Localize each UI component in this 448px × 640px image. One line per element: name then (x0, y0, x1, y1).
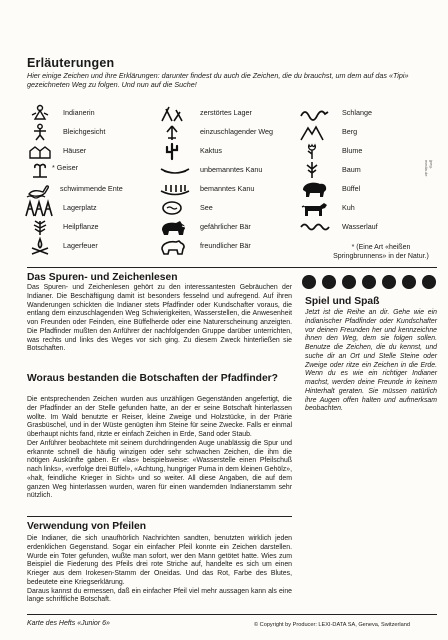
section-divider (27, 267, 437, 268)
see-icon (160, 199, 184, 217)
botschaften-paragraph-1: Die entsprechenden Zeichen wurden aus unzähligen Gegenständen angefertigt, die der Pfadfinder an der Stelle gefunden hatte, an der er seine Botschaft hinterlassen wollte. Im Wald benutzte er Reiser, kleine Zweige und Holzstücke, in der Prärie Grasbüschel, und in der Wüste genügten ihm Steine für seine Zwecke. Falls er einmal überhaupt nichts fand, ritzte er einfach Zeichen in Erde, Sand oder Staub. (27, 396, 292, 438)
geiser-icon (28, 161, 52, 179)
legend-label: Baum (342, 165, 361, 174)
haeuser-icon (28, 142, 52, 160)
legend-label: freundlicher Bär (200, 241, 251, 250)
footer-card-title: Karte des Hefts «Junior 6» (27, 620, 110, 627)
spuren-paragraph: Das Spuren- und Zeichenlesen gehört zu den interessantesten Gebräuchen der Indianer. Die Beschäftigung damit ist besonders fesselnd und aufregend. Auf ihren Wanderungen schickten die Indianer stets Pfadfinder oder Kundschafter voraus, die entlang dem einzuschlagenden Weg Schwierigkeiten, Wasserstellen, die Anwesenheit von Freunden oder Feinden, eine Büffelherde oder eine Naturerscheinung anzeigten. Die Pfadfinder mußten den Anführer der nachfolgenden Gruppe darüber unterrichten, was rechts und links des Weges vor sich ging. Zu diesem Zweck hinterließen sie Botschaften. (27, 284, 292, 353)
legend-item (0, 108, 150, 127)
legend-label: einzuschlagender Weg (200, 127, 273, 136)
legend-label: Kaktus (200, 146, 222, 155)
legend-label: Häuser (63, 146, 87, 155)
legend-label: Bleichgesicht (63, 127, 106, 136)
legend-label: Büffel (342, 184, 361, 193)
pfeile-title: Verwendung von Pfeilen (27, 521, 147, 532)
indianerin-icon (28, 104, 52, 122)
kuh-icon (300, 199, 330, 217)
baer-freundlich-icon (160, 237, 188, 255)
legend-label: Blume (342, 146, 363, 155)
legend-label: Lagerfeuer (63, 241, 98, 250)
dot (382, 275, 396, 289)
legend-item (160, 241, 310, 260)
legend-item (0, 241, 150, 260)
footer-divider (27, 614, 437, 615)
legend-label: * Geiser (52, 163, 78, 172)
dot (322, 275, 336, 289)
legend-label: Wasserlauf (342, 222, 378, 231)
baum-icon (300, 161, 324, 179)
legend-label: zerstörtes Lager (200, 108, 252, 117)
botschaften-title: Woraus bestanden die Botschaften der Pfadfinder? (27, 373, 278, 384)
spiel-text: Jetzt ist die Reihe an dir. Gehe wie ein indianischer Pfadfinder oder Kundschafter vor deinen Freunden her und kennzeichne ihnen den Weg, dem sie folgen sollen. Benutze die Zeichen, die du kennst, und suche dir an Ort und Stelle Steine oder Zweige oder ritze ein Zeichen in die Erde. Wenn du es wie ein richtiger Indianer machst, werden deine Freunde in keinem Hinterhalt geraten. Sie müssen natürlich ihre Augen offen halten und aufmerksam beobachten. (305, 309, 437, 413)
botschaften-paragraph-2: Der Anführer beobachtete mit seinem durchdringenden Auge unablässig die Spur und erkannte schnell die häufig winzigen oder sehr schwachen Zeichen, die ihm die nötigen Auskünfte gaben. Er «las» beispielsweise: «Wasserstelle einen Pfeilschuß nach links», «verfolge drei Büffel», «Achtung, hungriger Puma in dem kleinen Gehölz», «halt, feindliche Krieger in Sicht» und so weiter. All diese Angaben, die auf dem ganzen Weg hinterlassen wurden, waren für einen wandernden Indianerstamm sehr nützlich. (27, 439, 292, 500)
legend-label: unbemanntes Kanu (200, 165, 263, 174)
kanu-bemannt-icon (160, 180, 190, 198)
legend-item (0, 184, 150, 203)
dot (362, 275, 376, 289)
geiser-footnote: * (Eine Art «heißen Springbrunnens» in der Natur.) (333, 244, 429, 260)
dot (402, 275, 416, 289)
pfeile-paragraph-1: Die Indianer, die sich unaufhörlich Nachrichten sandten, benutzten wirklich jeden erdenklichen Gegenstand. Sogar ein einfacher Pfeil konnte ein Zeichen darstellen. Wurde ein Toter gefunden, wußte man sofort, wer den Mann getötet hatte. Wies zum Beispiel die Fiederung des Pfeils drei rote Striche auf, handelte es sich um einen Krieger aus dem Irokesen-Stamm der Oneidas. Und das Rot, Farbe des Blutes, bedeutete eine Kriegserklärung. (27, 535, 292, 586)
legend-label: Berg (342, 127, 358, 136)
pfeile-paragraph-2: Daraus kannst du ermessen, daß ein einfacher Pfeil viel mehr aussagen kann als eine lange schriftliche Botschaft. (27, 587, 292, 604)
schlange-icon (300, 104, 330, 122)
botschaften-text (27, 396, 292, 501)
ente-icon (26, 180, 50, 198)
side-watermark: jpeg-media.de (424, 160, 434, 177)
legend-label: Heilpflanze (63, 222, 99, 231)
legend-label: gefährlicher Bär (200, 222, 251, 231)
wasserlauf-icon (300, 218, 330, 236)
legend-item (300, 222, 440, 241)
spuren-text (27, 284, 292, 354)
legend-item (0, 203, 150, 222)
legend-label: Kuh (342, 203, 355, 212)
spuren-title: Das Spuren- und Zeichenlesen (27, 272, 178, 283)
section-divider (27, 516, 292, 517)
blume-icon (300, 142, 324, 160)
legend-item (0, 222, 150, 241)
kanu-leer-icon (160, 161, 190, 179)
erlaeuterungen-title: Erläuterungen (27, 56, 115, 70)
dot (342, 275, 356, 289)
legend-label: bemanntes Kanu (200, 184, 255, 193)
legend-item (0, 127, 150, 146)
lagerplatz-icon (25, 199, 55, 217)
legend-label: Lagerplatz (63, 203, 97, 212)
kaktus-icon (160, 142, 184, 160)
spiel-title: Spiel und Spaß (305, 296, 380, 307)
dot (302, 275, 316, 289)
dot (422, 275, 436, 289)
bleichgesicht-icon (28, 123, 52, 141)
baer-gefaehrlich-icon (160, 218, 188, 236)
pfeile-text (27, 535, 292, 605)
legend-label: Indianerin (63, 108, 95, 117)
bueffel-icon (300, 180, 330, 198)
lagerfeuer-icon (28, 237, 52, 255)
legend-label: See (200, 203, 213, 212)
legend-item (0, 165, 150, 184)
heilpflanze-icon (28, 218, 52, 236)
berg-icon (300, 123, 324, 141)
legend-label: schwimmende Ente (60, 184, 123, 193)
weg-icon (160, 123, 184, 141)
zerstoertes-lager-icon (160, 104, 184, 122)
legend-label: Schlange (342, 108, 372, 117)
erlaeuterungen-intro: Hier einige Zeichen und ihre Erklärungen: darunter findest du auch die Zeichen, die du brauchst, um dem auf das «Tipi» gezeichneten Weg zu folgen. Und nun auf die Suche! (27, 71, 409, 89)
footer-copyright: © Copyright by Producer: LEXI-DATA SA, Geneva, Switzerland (254, 622, 410, 628)
